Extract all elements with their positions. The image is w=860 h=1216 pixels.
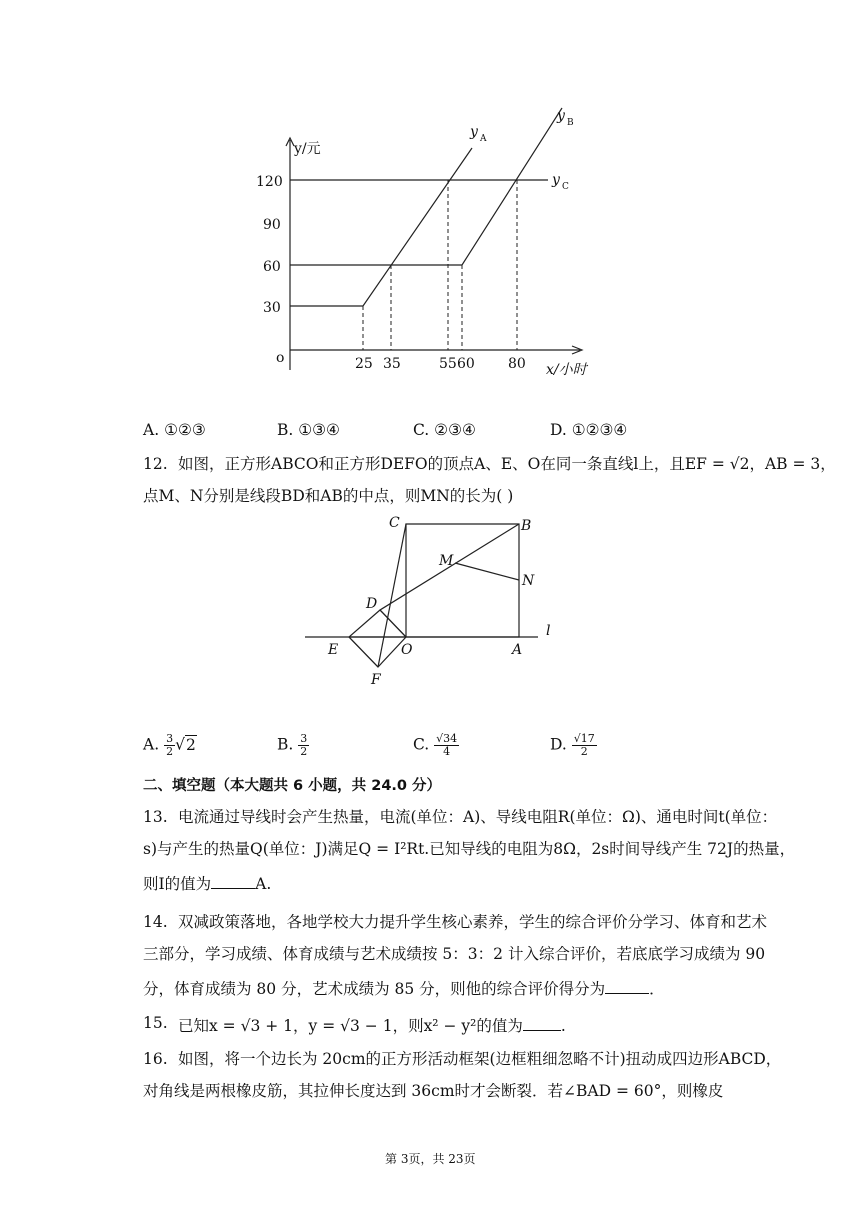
q11-option-c[interactable]	[413, 421, 476, 439]
label-yc: y	[552, 172, 560, 188]
answer-blank[interactable]	[605, 979, 649, 994]
y-axis-label: y/元	[294, 141, 321, 157]
q14-number: 14.	[143, 913, 168, 931]
label-l: l	[546, 623, 551, 639]
label-o: O	[401, 642, 413, 658]
fraction: $\frac{3}{2}$	[166, 732, 174, 759]
option-letter: B.	[277, 421, 294, 439]
q16-number: 16.	[143, 1050, 168, 1068]
option-text: ①②③	[164, 421, 206, 439]
label-c: C	[389, 515, 400, 531]
option-text: ①②③④	[571, 421, 628, 439]
q14-line1: 双减政策落地，各地学校大力提升学生核心素养，学生的综合评价分学习、体育和艺术	[178, 913, 768, 931]
square-defo	[349, 610, 406, 667]
q12-option-a[interactable]: A. $\frac{3}{2}$ √2	[143, 732, 196, 759]
q13-number: 13.	[143, 808, 168, 826]
q11-option-b[interactable]	[277, 421, 340, 439]
q13-line1: 电流通过导线时会产生热量，电流(单位：A)、导线电阻R(单位：Ω)、通电时间t(单位：	[178, 808, 778, 826]
label-ya-sub: A	[480, 134, 487, 144]
x-tick-35: 35	[383, 356, 401, 372]
label-d: D	[366, 596, 378, 612]
label-n: N	[522, 573, 535, 589]
q12-option-c[interactable]	[413, 733, 459, 758]
fraction: $\frac{3}{2}$	[300, 732, 308, 759]
fraction: $\frac{√17}{2}$	[573, 732, 595, 759]
answer-blank[interactable]	[211, 874, 255, 889]
y-tick-30: 30	[263, 300, 281, 316]
q11-graph	[250, 100, 620, 390]
line-yb	[290, 108, 562, 265]
q12-option-b[interactable]	[277, 733, 309, 758]
option-text: ①③④	[298, 421, 340, 439]
q13-line2: s)与产生的热量Q(单位：J)满足Q = I²Rt.已知导线的电阻为8Ω，2s时间导线产生 72J的热量，	[143, 840, 796, 858]
q12-line1: 如图，正方形ABCO和正方形DEFO的顶点A、E、O在同一条直线l上，且EF = √2，AB = 3，	[178, 455, 836, 473]
q15-number: 15.	[143, 1014, 168, 1032]
y-tick-60: 60	[263, 259, 281, 275]
option-letter: C.	[413, 735, 430, 754]
label-ya: y	[470, 124, 478, 140]
label-m: M	[439, 553, 454, 569]
fraction: $\frac{√34}{4}$	[436, 732, 458, 759]
x-tick-25: 25	[355, 356, 373, 372]
q11-option-a[interactable]	[143, 421, 206, 439]
option-text: ②③④	[434, 421, 476, 439]
q13-line3: 则I的值为 A.	[143, 875, 272, 893]
q12-number: 12.	[143, 455, 168, 473]
line-ya	[290, 148, 472, 306]
q11-option-d[interactable]	[550, 421, 627, 439]
page-footer: 第 3页，共 23页	[385, 1152, 476, 1166]
label-f: F	[371, 672, 381, 688]
y-tick-90: 90	[263, 217, 281, 233]
q14-line3: 分，体育成绩为 80 分，艺术成绩为 85 分，则他的综合评价得分为 ．	[143, 980, 665, 998]
option-letter: B.	[277, 735, 294, 754]
x-tick-80: 80	[508, 356, 526, 372]
option-letter: D.	[550, 735, 567, 754]
radicand: 2	[185, 735, 196, 754]
label-a: A	[512, 642, 523, 658]
y-tick-120: 120	[256, 174, 283, 190]
q14-line2: 三部分，学习成绩、体育成绩与艺术成绩按 5：3：2 计入综合评价，若底底学习成绩为 90	[143, 945, 766, 963]
section-heading: 二、填空题（本大题共 6 小题，共 24.0 分）	[143, 778, 442, 794]
label-yb: y	[557, 108, 565, 124]
answer-blank[interactable]	[523, 1016, 561, 1031]
option-letter: C.	[413, 421, 430, 439]
x-tick-55: 55	[439, 356, 457, 372]
q15-line: 已知x = √3 + 1，y = √3 − 1，则x² − y²的值为 .	[178, 1017, 566, 1035]
q12-figure	[300, 510, 570, 690]
option-letter: D.	[550, 421, 567, 439]
label-yc-sub: C	[562, 182, 569, 192]
q16-line1: 如图，将一个边长为 20cm的正方形活动框架(边框粗细忽略不计)扭动成四边形ABCD，	[178, 1050, 782, 1068]
option-letter: A.	[143, 735, 160, 754]
option-letter: A.	[143, 421, 160, 439]
q12-line2: 点M、N分别是线段BD和AB的中点，则MN的长为( )	[143, 487, 514, 505]
label-yb-sub: B	[567, 118, 574, 128]
label-e: E	[328, 642, 339, 658]
label-b: B	[521, 518, 532, 534]
q16-line2: 对角线是两根橡皮筋，其拉伸长度达到 36cm时才会断裂．若∠BAD = 60°，则橡皮	[143, 1082, 724, 1100]
x-axis-label: x/小时	[546, 362, 587, 378]
square-abco	[406, 524, 519, 637]
x-tick-60: 60	[457, 356, 475, 372]
origin-label: o	[276, 350, 285, 366]
q12-option-d[interactable]	[550, 733, 597, 758]
